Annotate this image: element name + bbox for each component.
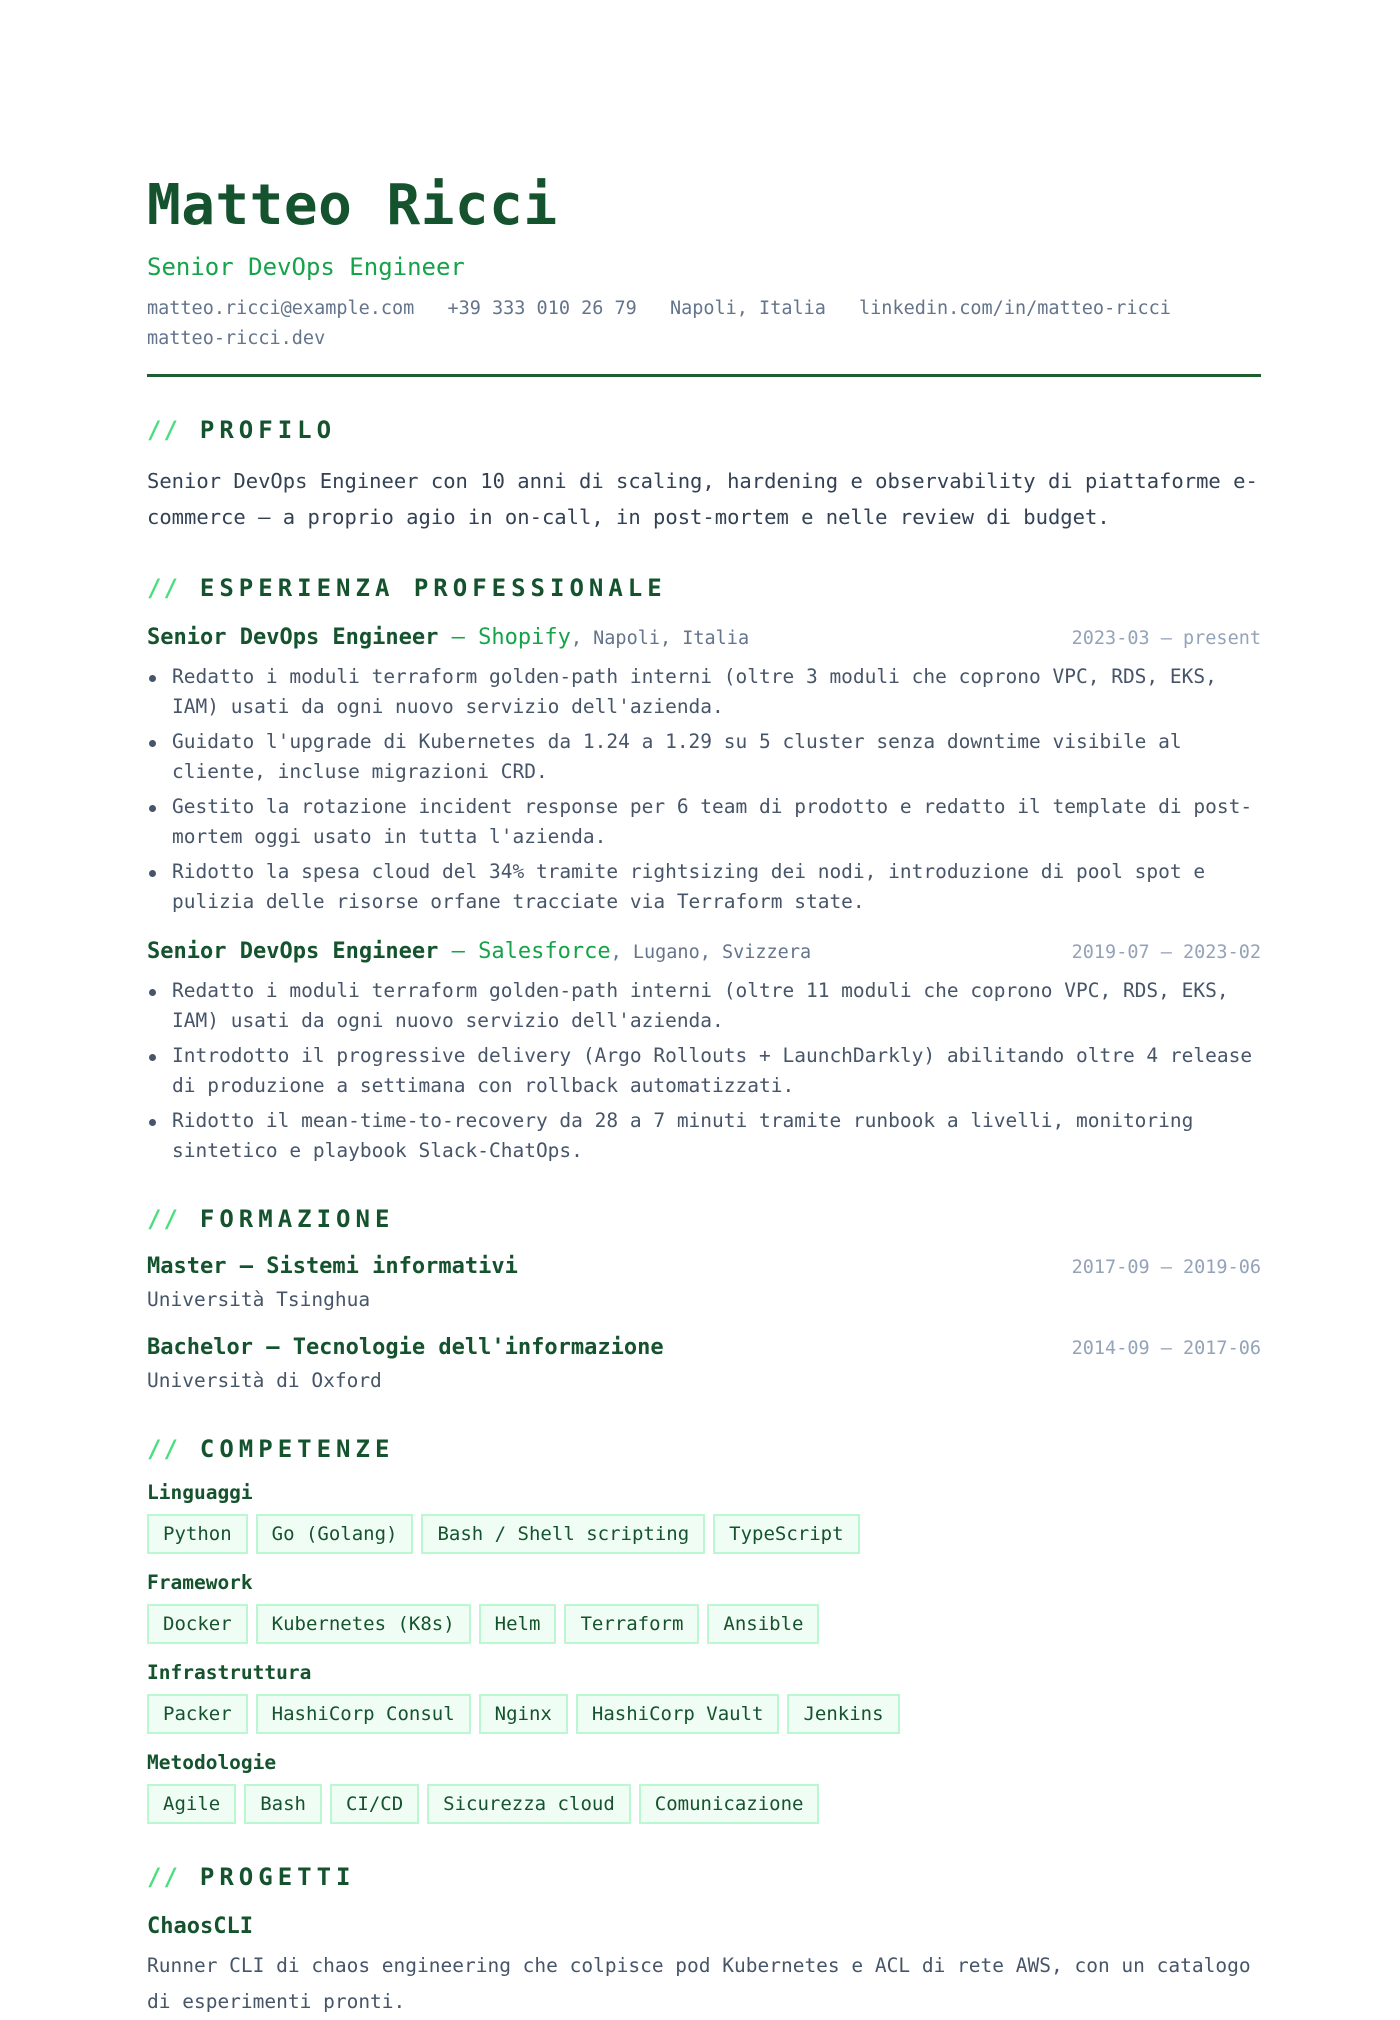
skill-group [147,1750,1261,1824]
skill-chip: Sicurezza cloud [427,1784,631,1824]
job-entry [147,623,1261,917]
resume-page [147,170,1261,2020]
skill-chip: Python [147,1514,248,1554]
job-header [147,937,1261,968]
candidate-name: Matteo Ricci [147,173,558,238]
skill-chip: Go (Golang) [256,1514,414,1554]
job-bullet: Gestito la rotazione incident response per 6 team di prodotto e redatto il template di post-mortem oggi usato in tutta l'azienda. [147,792,1261,852]
project-entry [147,1912,1261,2020]
section-heading-education [147,1204,1261,1234]
profile-summary: Senior DevOps Engineer con 10 anni di scaling, hardening e observability di piattaforme e-commerce — a proprio agio in on-call, in post-mortem e nelle review di budget. [147,469,1258,529]
job-dates: 2023-03 – present [1071,628,1261,649]
education-entry [147,1252,1261,1315]
skill-chips [147,1784,1261,1824]
skill-chip: TypeScript [713,1514,859,1554]
job-bullet: Ridotto la spesa cloud del 34% tramite rightsizing dei nodi, introduzione di pool spot e pulizia delle risorse orfane tracciate via Terraform state. [147,857,1261,917]
job-bullet: Redatto i moduli terraform golden-path interni (oltre 11 moduli che coprono VPC, RDS, EKS, IAM) usati da ogni nuovo servizio dell'azienda. [147,976,1261,1036]
skill-chip: HashiCorp Consul [256,1694,471,1734]
project-name: ChaosCLI [147,1914,253,1939]
education-degree: Master — Sistemi informativi [147,1254,518,1279]
contact-email[interactable]: matteo.ricci@example.com [147,298,415,319]
education-header [147,1333,1261,1364]
job-bullet: Redatto i moduli terraform golden-path interni (oltre 3 moduli che coprono VPC, RDS, EKS, IAM) usati da ogni nuovo servizio dell'azienda. [147,662,1261,722]
education-school: Università di Oxford [147,1369,382,1392]
job-company: Shopify [478,625,571,650]
skill-chip: Bash [244,1784,322,1824]
contact-location: Napoli, Italia [669,298,826,319]
section-heading-projects [147,1862,1261,1892]
skill-chip: Ansible [707,1604,819,1644]
skill-chip: Docker [147,1604,248,1644]
job-header [147,623,1261,654]
skill-chip: Nginx [479,1694,568,1734]
section-heading-label: PROGETTI [199,1863,356,1891]
skill-chip: Packer [147,1694,248,1734]
job-role: Senior DevOps Engineer [147,939,439,964]
education-list [147,1252,1261,1396]
skill-chip: HashiCorp Vault [576,1694,780,1734]
skill-group-label: Framework [147,1571,253,1594]
header-divider [147,374,1261,377]
contact-line [147,294,1261,354]
skill-chips [147,1604,1261,1644]
section-heading-label: PROFILO [199,416,337,444]
project-description: Runner CLI di chaos engineering che colpisce pod Kubernetes e ACL di rete AWS, con un catalogo di esperimenti pronti. [147,1954,1251,2013]
skill-group-label: Linguaggi [147,1481,253,1504]
education-degree: Bachelor — Tecnologie dell'informazione [147,1335,664,1360]
skill-chip: Bash / Shell scripting [421,1514,705,1554]
education-header [147,1252,1261,1283]
projects-list [147,1912,1261,2020]
job-dates: 2019-07 – 2023-02 [1071,942,1261,963]
job-bullet: Guidato l'upgrade di Kubernetes da 1.24 a 1.29 su 5 cluster senza downtime visibile al cliente, incluse migrazioni CRD. [147,727,1261,787]
skill-group [147,1480,1261,1554]
section-heading-label: COMPETENZE [199,1435,395,1463]
skill-chip: Comunicazione [639,1784,820,1824]
job-location: , Napoli, Italia [570,628,750,649]
job-role: Senior DevOps Engineer [147,625,439,650]
job-bullet: Ridotto il mean-time-to-recovery da 28 a 7 minuti tramite runbook a livelli, monitoring sintetico e playbook Slack-ChatOps. [147,1106,1261,1166]
skill-group [147,1570,1261,1644]
skill-group-label: Metodologie [147,1751,277,1774]
section-slash-icon: // [147,1205,180,1233]
education-entry [147,1333,1261,1396]
education-dates: 2017-09 – 2019-06 [1071,1257,1261,1278]
job-title-line [147,937,811,968]
resume-header [147,170,1261,377]
skill-chip: Terraform [564,1604,699,1644]
section-heading-profile [147,415,1261,445]
section-slash-icon: // [147,416,180,444]
skill-chip: CI/CD [330,1784,419,1824]
section-slash-icon: // [147,574,180,602]
job-title-line [147,623,749,654]
job-bullet: Introdotto il progressive delivery (Argo Rollouts + LaunchDarkly) abilitando oltre 4 release di produzione a settimana con rollback automatizzati. [147,1041,1261,1101]
skills-list [147,1480,1261,1824]
job-bullets [147,976,1261,1166]
skill-chip: Helm [479,1604,557,1644]
skill-chip: Jenkins [787,1694,899,1734]
job-location: , Lugano, Svizzera [610,942,812,963]
contact-phone[interactable]: +39 333 010 26 79 [447,298,637,319]
section-heading-label: ESPERIENZA PROFESSIONALE [199,574,667,602]
skill-chips [147,1514,1261,1554]
skill-chip: Kubernetes (K8s) [256,1604,471,1644]
contact-linkedin[interactable]: linkedin.com/in/matteo-ricci [859,298,1171,319]
education-dates: 2014-09 – 2017-06 [1071,1338,1261,1359]
education-school: Università Tsinghua [147,1288,371,1311]
contact-website[interactable]: matteo-ricci.dev [147,328,326,349]
job-entry [147,937,1261,1166]
job-separator: — [438,939,479,964]
section-slash-icon: // [147,1435,180,1463]
skill-group [147,1660,1261,1734]
section-heading-label: FORMAZIONE [199,1205,395,1233]
section-heading-skills [147,1434,1261,1464]
section-slash-icon: // [147,1863,180,1891]
job-company: Salesforce [478,939,611,964]
skill-group-label: Infrastruttura [147,1661,312,1684]
job-bullets [147,662,1261,917]
experience-list [147,623,1261,1166]
skill-chip: Agile [147,1784,236,1824]
skill-chips [147,1694,1261,1734]
section-heading-experience [147,573,1261,603]
job-separator: — [438,625,479,650]
candidate-title: Senior DevOps Engineer [147,253,465,281]
